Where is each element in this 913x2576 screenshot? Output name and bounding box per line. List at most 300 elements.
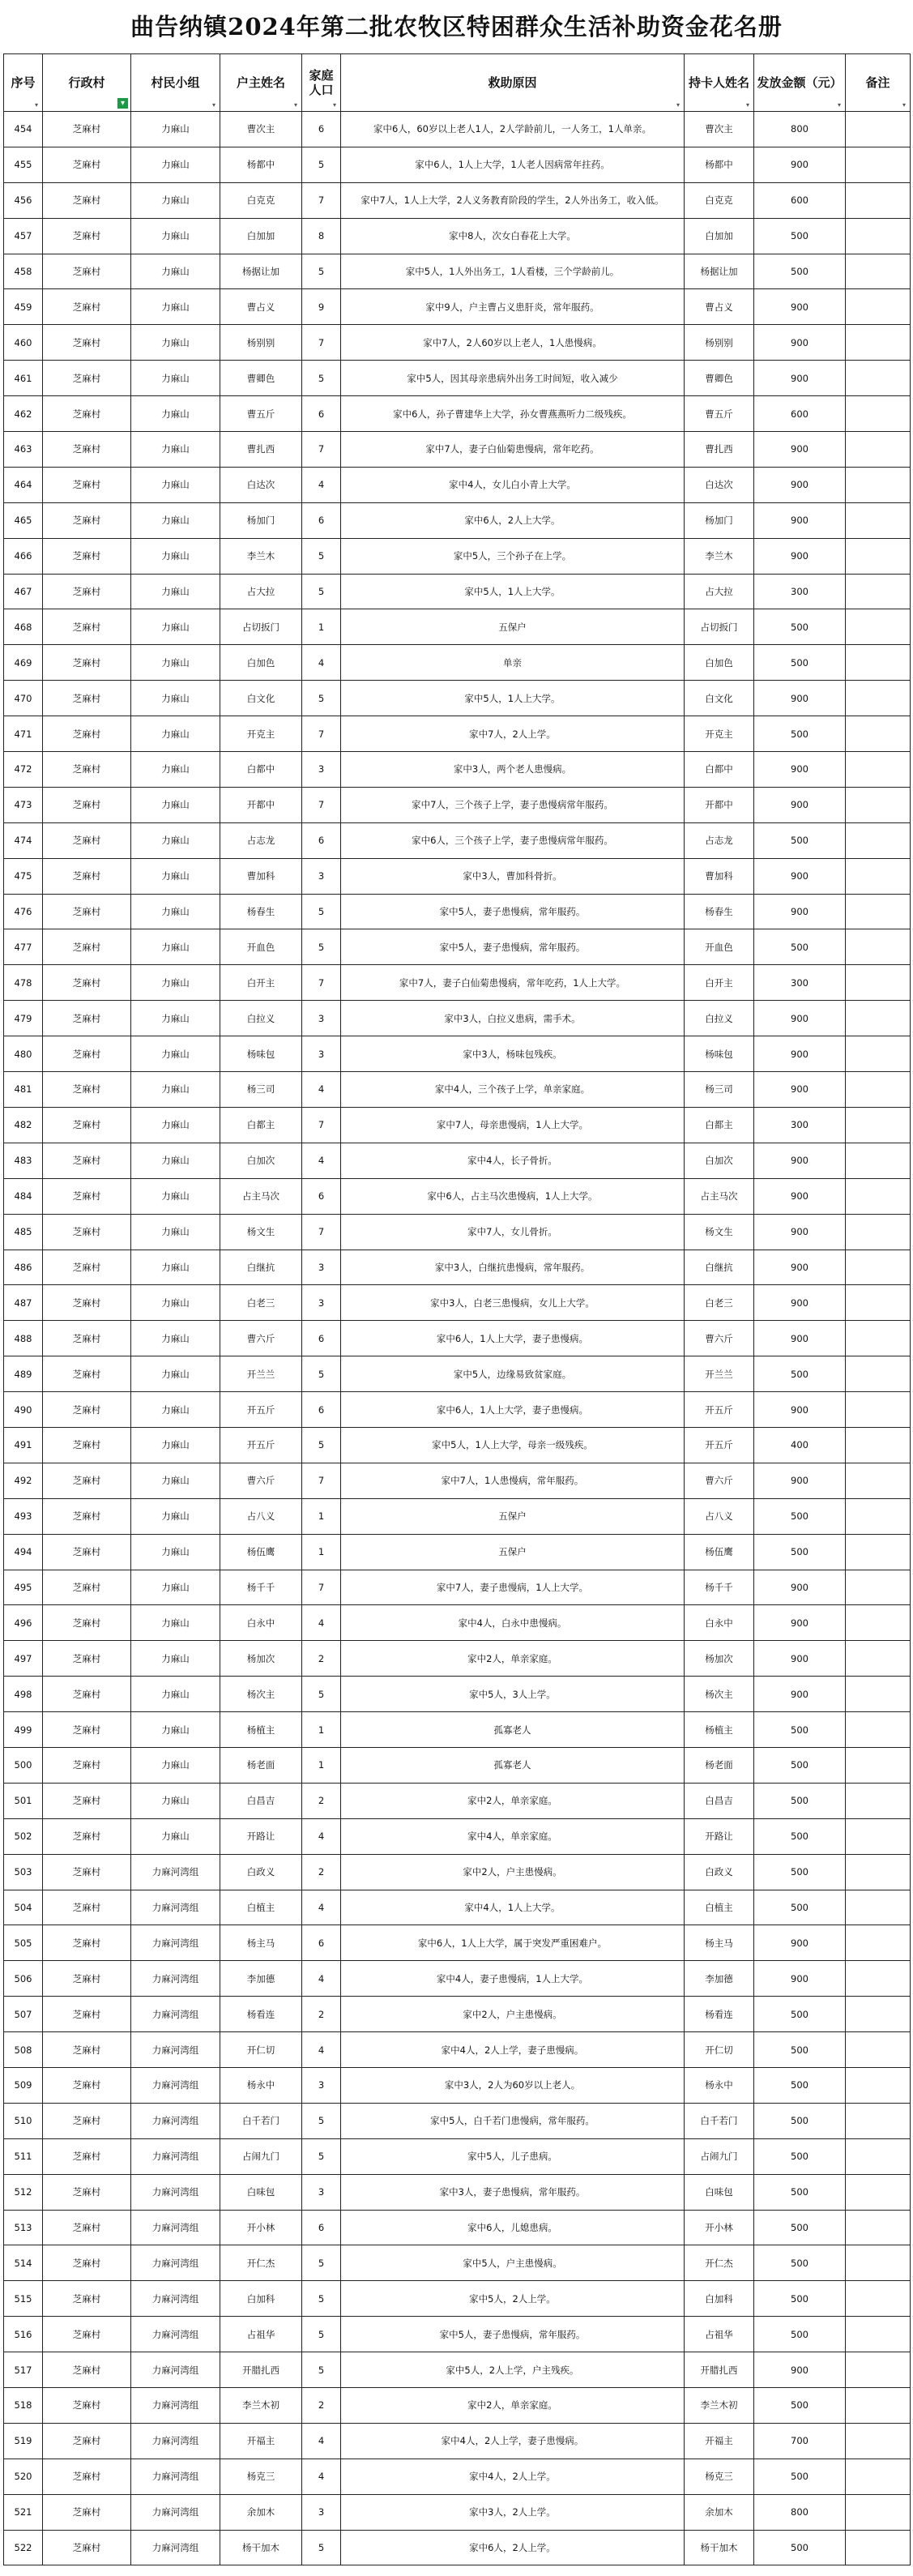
row-group[interactable]: 力麻山 (131, 752, 220, 788)
row-amount[interactable]: 500 (754, 2281, 846, 2317)
row-index[interactable]: 504 (4, 1890, 43, 1925)
row-household-size[interactable]: 5 (302, 574, 341, 609)
row-index[interactable]: 489 (4, 1356, 43, 1392)
row-reason[interactable]: 家中7人，妻子白仙菊患慢病，常年吃药，1人上大学。 (341, 965, 685, 1001)
row-reason[interactable]: 家中6人，三个孩子上学，妻子患慢病常年服药。 (341, 822, 685, 858)
row-cardholder[interactable]: 曹五斤 (685, 396, 754, 432)
row-householder[interactable]: 李兰木初 (220, 2388, 302, 2424)
row-group[interactable]: 力麻山 (131, 1250, 220, 1285)
row-household-size[interactable]: 3 (302, 2174, 341, 2210)
filter-dropdown-icon[interactable]: ▾ (211, 101, 215, 109)
row-householder[interactable]: 曹扎西 (220, 432, 302, 468)
row-group[interactable]: 力麻河湾组 (131, 2245, 220, 2281)
row-index[interactable]: 455 (4, 147, 43, 182)
row-household-size[interactable]: 7 (302, 716, 341, 752)
row-index[interactable]: 492 (4, 1463, 43, 1498)
row-village[interactable]: 芝麻村 (43, 645, 131, 681)
row-group[interactable]: 力麻山 (131, 894, 220, 929)
row-householder[interactable]: 杨别别 (220, 325, 302, 361)
row-household-size[interactable]: 3 (302, 1001, 341, 1036)
row-reason[interactable]: 家中7人，三个孩子上学，妻子患慢病常年服药。 (341, 787, 685, 822)
row-cardholder[interactable]: 白永中 (685, 1605, 754, 1641)
row-amount[interactable]: 500 (754, 2103, 846, 2138)
row-village[interactable]: 芝麻村 (43, 2281, 131, 2317)
row-amount[interactable]: 900 (754, 432, 846, 468)
header-index[interactable]: 序号 ▾ (4, 54, 43, 112)
row-household-size[interactable]: 3 (302, 1250, 341, 1285)
row-amount[interactable]: 500 (754, 822, 846, 858)
row-village[interactable]: 芝麻村 (43, 2530, 131, 2565)
row-group[interactable]: 力麻山 (131, 1534, 220, 1570)
row-householder[interactable]: 曹六斤 (220, 1321, 302, 1356)
row-cardholder[interactable]: 白加次 (685, 1143, 754, 1178)
row-group[interactable]: 力麻山 (131, 289, 220, 325)
row-group[interactable]: 力麻山 (131, 396, 220, 432)
row-remarks[interactable] (846, 1534, 911, 1570)
row-index[interactable]: 470 (4, 681, 43, 716)
row-remarks[interactable] (846, 1677, 911, 1712)
row-remarks[interactable] (846, 1392, 911, 1428)
row-reason[interactable]: 家中7人，母亲患慢病，1人上大学。 (341, 1107, 685, 1143)
row-remarks[interactable] (846, 2174, 911, 2210)
row-remarks[interactable] (846, 467, 911, 502)
row-reason[interactable]: 家中6人，孙子曹建华上大学，孙女曹燕燕听力二级残疾。 (341, 396, 685, 432)
row-group[interactable]: 力麻山 (131, 361, 220, 396)
header-amount[interactable]: 发放金额（元） ▾ (754, 54, 846, 112)
row-reason[interactable]: 家中4人，白永中患慢病。 (341, 1605, 685, 1641)
row-householder[interactable]: 李兰木 (220, 538, 302, 574)
row-reason[interactable]: 家中6人，1人上大学，妻子患慢病。 (341, 1392, 685, 1428)
row-amount[interactable]: 500 (754, 1890, 846, 1925)
row-group[interactable]: 力麻河湾组 (131, 1997, 220, 2032)
row-village[interactable]: 芝麻村 (43, 609, 131, 645)
row-reason[interactable]: 五保户 (341, 1498, 685, 1534)
row-village[interactable]: 芝麻村 (43, 218, 131, 254)
row-village[interactable]: 芝麻村 (43, 1783, 131, 1818)
row-amount[interactable]: 500 (754, 609, 846, 645)
row-amount[interactable]: 500 (754, 2138, 846, 2174)
row-village[interactable]: 芝麻村 (43, 1818, 131, 1854)
row-village[interactable]: 芝麻村 (43, 2138, 131, 2174)
row-householder[interactable]: 开五斤 (220, 1392, 302, 1428)
row-group[interactable]: 力麻山 (131, 1178, 220, 1214)
row-household-size[interactable]: 5 (302, 2138, 341, 2174)
row-cardholder[interactable]: 开兰兰 (685, 1356, 754, 1392)
row-amount[interactable]: 500 (754, 1747, 846, 1783)
row-amount[interactable]: 500 (754, 2530, 846, 2565)
row-householder[interactable]: 杨干加木 (220, 2530, 302, 2565)
row-householder[interactable]: 开小林 (220, 2210, 302, 2245)
filter-dropdown-icon[interactable]: ▾ (293, 101, 297, 109)
row-amount[interactable]: 900 (754, 1143, 846, 1178)
row-householder[interactable]: 开都中 (220, 787, 302, 822)
row-remarks[interactable] (846, 1997, 911, 2032)
row-remarks[interactable] (846, 1250, 911, 1285)
row-reason[interactable]: 家中6人，1人上大学，妻子患慢病。 (341, 1321, 685, 1356)
row-household-size[interactable]: 6 (302, 1925, 341, 1961)
row-household-size[interactable]: 1 (302, 1712, 341, 1748)
row-household-size[interactable]: 7 (302, 182, 341, 218)
row-householder[interactable]: 杨永中 (220, 2067, 302, 2103)
row-householder[interactable]: 白加加 (220, 218, 302, 254)
row-reason[interactable]: 家中5人，妻子患慢病，常年服药。 (341, 2317, 685, 2352)
row-remarks[interactable] (846, 1285, 911, 1321)
row-cardholder[interactable]: 杨看连 (685, 1997, 754, 2032)
row-village[interactable]: 芝麻村 (43, 1178, 131, 1214)
row-amount[interactable]: 500 (754, 2317, 846, 2352)
filter-dropdown-icon[interactable]: ▾ (902, 101, 906, 109)
row-household-size[interactable]: 5 (302, 1677, 341, 1712)
row-remarks[interactable] (846, 1570, 911, 1605)
row-householder[interactable]: 李加德 (220, 1961, 302, 1997)
row-reason[interactable]: 家中5人，1人上大学。 (341, 574, 685, 609)
row-reason[interactable]: 家中3人，2人上学。 (341, 2494, 685, 2530)
row-reason[interactable]: 家中5人，白千若门患慢病，常年服药。 (341, 2103, 685, 2138)
row-remarks[interactable] (846, 1036, 911, 1072)
row-group[interactable]: 力麻山 (131, 1285, 220, 1321)
row-remarks[interactable] (846, 894, 911, 929)
row-reason[interactable]: 家中5人，因其母亲患病外出务工时间短，收入减少 (341, 361, 685, 396)
row-group[interactable]: 力麻山 (131, 645, 220, 681)
row-village[interactable]: 芝麻村 (43, 1285, 131, 1321)
row-amount[interactable]: 900 (754, 1463, 846, 1498)
row-householder[interactable]: 杨春生 (220, 894, 302, 929)
row-householder[interactable]: 白达次 (220, 467, 302, 502)
row-household-size[interactable]: 2 (302, 2388, 341, 2424)
row-index[interactable]: 505 (4, 1925, 43, 1961)
row-household-size[interactable]: 5 (302, 147, 341, 182)
row-cardholder[interactable]: 白加加 (685, 218, 754, 254)
row-household-size[interactable]: 5 (302, 2530, 341, 2565)
row-household-size[interactable]: 5 (302, 894, 341, 929)
row-remarks[interactable] (846, 396, 911, 432)
row-cardholder[interactable]: 开路让 (685, 1818, 754, 1854)
row-amount[interactable]: 500 (754, 929, 846, 965)
row-household-size[interactable]: 7 (302, 1570, 341, 1605)
row-remarks[interactable] (846, 858, 911, 894)
row-remarks[interactable] (846, 787, 911, 822)
row-village[interactable]: 芝麻村 (43, 1072, 131, 1108)
row-householder[interactable]: 白开主 (220, 965, 302, 1001)
row-amount[interactable]: 500 (754, 2032, 846, 2068)
row-householder[interactable]: 杨伍鹰 (220, 1534, 302, 1570)
row-cardholder[interactable]: 占八义 (685, 1498, 754, 1534)
row-amount[interactable]: 500 (754, 1854, 846, 1890)
row-group[interactable]: 力麻山 (131, 1072, 220, 1108)
row-householder[interactable]: 杨据让加 (220, 254, 302, 289)
row-amount[interactable]: 900 (754, 502, 846, 538)
row-amount[interactable]: 900 (754, 147, 846, 182)
row-index[interactable]: 459 (4, 289, 43, 325)
row-householder[interactable]: 杨克三 (220, 2459, 302, 2494)
row-amount[interactable]: 500 (754, 2459, 846, 2494)
row-village[interactable]: 芝麻村 (43, 965, 131, 1001)
row-village[interactable]: 芝麻村 (43, 289, 131, 325)
row-reason[interactable]: 家中6人，2人上学。 (341, 2530, 685, 2565)
row-reason[interactable]: 家中3人，杨味包残疾。 (341, 1036, 685, 1072)
filter-dropdown-icon[interactable]: ▾ (676, 101, 680, 109)
row-reason[interactable]: 家中6人，占主马次患慢病，1人上大学。 (341, 1178, 685, 1214)
filter-dropdown-icon[interactable]: ▾ (837, 101, 841, 109)
row-householder[interactable]: 白加科 (220, 2281, 302, 2317)
row-remarks[interactable] (846, 1427, 911, 1463)
row-household-size[interactable]: 5 (302, 2245, 341, 2281)
row-village[interactable]: 芝麻村 (43, 1427, 131, 1463)
row-amount[interactable]: 900 (754, 538, 846, 574)
row-village[interactable]: 芝麻村 (43, 1712, 131, 1748)
row-village[interactable]: 芝麻村 (43, 929, 131, 965)
row-household-size[interactable]: 3 (302, 858, 341, 894)
row-household-size[interactable]: 5 (302, 929, 341, 965)
row-cardholder[interactable]: 占祖华 (685, 2317, 754, 2352)
row-index[interactable]: 509 (4, 2067, 43, 2103)
row-village[interactable]: 芝麻村 (43, 2245, 131, 2281)
row-index[interactable]: 456 (4, 182, 43, 218)
row-household-size[interactable]: 7 (302, 432, 341, 468)
row-reason[interactable]: 家中3人，白拉义患病，需手术。 (341, 1001, 685, 1036)
row-household-size[interactable]: 5 (302, 2281, 341, 2317)
row-householder[interactable]: 占八义 (220, 1498, 302, 1534)
row-cardholder[interactable]: 开五斤 (685, 1392, 754, 1428)
row-village[interactable]: 芝麻村 (43, 325, 131, 361)
row-cardholder[interactable]: 白味包 (685, 2174, 754, 2210)
row-index[interactable]: 516 (4, 2317, 43, 2352)
row-householder[interactable]: 曹六斤 (220, 1463, 302, 1498)
row-reason[interactable]: 家中7人，1人患慢病，常年服药。 (341, 1463, 685, 1498)
row-reason[interactable]: 家中5人，妻子患慢病，常年服药。 (341, 929, 685, 965)
row-amount[interactable]: 500 (754, 645, 846, 681)
row-cardholder[interactable]: 杨永中 (685, 2067, 754, 2103)
row-village[interactable]: 芝麻村 (43, 822, 131, 858)
row-cardholder[interactable]: 占主马次 (685, 1178, 754, 1214)
row-household-size[interactable]: 1 (302, 1498, 341, 1534)
row-cardholder[interactable]: 曹加科 (685, 858, 754, 894)
row-householder[interactable]: 占闹九门 (220, 2138, 302, 2174)
row-village[interactable]: 芝麻村 (43, 2423, 131, 2459)
row-householder[interactable]: 白老三 (220, 1285, 302, 1321)
row-remarks[interactable] (846, 1107, 911, 1143)
row-remarks[interactable] (846, 929, 911, 965)
row-remarks[interactable] (846, 965, 911, 1001)
row-householder[interactable]: 杨味包 (220, 1036, 302, 1072)
row-reason[interactable]: 家中3人，妻子患慢病，常年服药。 (341, 2174, 685, 2210)
row-remarks[interactable] (846, 1605, 911, 1641)
row-village[interactable]: 芝麻村 (43, 2210, 131, 2245)
row-group[interactable]: 力麻山 (131, 1747, 220, 1783)
row-index[interactable]: 490 (4, 1392, 43, 1428)
row-village[interactable]: 芝麻村 (43, 716, 131, 752)
row-index[interactable]: 496 (4, 1605, 43, 1641)
row-village[interactable]: 芝麻村 (43, 1143, 131, 1178)
row-household-size[interactable]: 5 (302, 361, 341, 396)
row-index[interactable]: 495 (4, 1570, 43, 1605)
row-householder[interactable]: 白味包 (220, 2174, 302, 2210)
row-reason[interactable]: 家中4人，2人上学，妻子患慢病。 (341, 2423, 685, 2459)
row-reason[interactable]: 家中6人，60岁以上老人1人，2人学龄前儿，一人务工，1人单亲。 (341, 112, 685, 147)
row-index[interactable]: 477 (4, 929, 43, 965)
row-reason[interactable]: 家中5人，1人外出务工，1人看楼，三个学龄前儿。 (341, 254, 685, 289)
row-index[interactable]: 493 (4, 1498, 43, 1534)
row-householder[interactable]: 占志龙 (220, 822, 302, 858)
row-group[interactable]: 力麻山 (131, 787, 220, 822)
row-village[interactable]: 芝麻村 (43, 2067, 131, 2103)
row-amount[interactable]: 900 (754, 1641, 846, 1677)
row-village[interactable]: 芝麻村 (43, 361, 131, 396)
row-householder[interactable]: 曹占义 (220, 289, 302, 325)
row-index[interactable]: 471 (4, 716, 43, 752)
row-reason[interactable]: 家中3人，曹加科骨折。 (341, 858, 685, 894)
row-remarks[interactable] (846, 2103, 911, 2138)
row-index[interactable]: 482 (4, 1107, 43, 1143)
row-reason[interactable]: 孤寡老人 (341, 1747, 685, 1783)
row-remarks[interactable] (846, 2032, 911, 2068)
active-filter-icon[interactable]: ▾ (117, 98, 128, 109)
row-index[interactable]: 494 (4, 1534, 43, 1570)
row-cardholder[interactable]: 杨植主 (685, 1712, 754, 1748)
row-index[interactable]: 485 (4, 1214, 43, 1250)
row-index[interactable]: 478 (4, 965, 43, 1001)
row-remarks[interactable] (846, 254, 911, 289)
row-household-size[interactable]: 5 (302, 2317, 341, 2352)
row-amount[interactable]: 400 (754, 1427, 846, 1463)
row-householder[interactable]: 开福主 (220, 2423, 302, 2459)
header-village[interactable]: 行政村 ▾ (43, 54, 131, 112)
row-householder[interactable]: 白文化 (220, 681, 302, 716)
row-household-size[interactable]: 6 (302, 2210, 341, 2245)
row-remarks[interactable] (846, 2317, 911, 2352)
row-household-size[interactable]: 1 (302, 1534, 341, 1570)
row-householder[interactable]: 白都中 (220, 752, 302, 788)
row-remarks[interactable] (846, 1818, 911, 1854)
row-remarks[interactable] (846, 2494, 911, 2530)
row-cardholder[interactable]: 杨加次 (685, 1641, 754, 1677)
row-group[interactable]: 力麻山 (131, 716, 220, 752)
row-cardholder[interactable]: 白都中 (685, 752, 754, 788)
row-amount[interactable]: 500 (754, 218, 846, 254)
row-index[interactable]: 454 (4, 112, 43, 147)
row-reason[interactable]: 家中4人，女儿白小青上大学。 (341, 467, 685, 502)
row-remarks[interactable] (846, 1463, 911, 1498)
row-reason[interactable]: 家中5人，3人上学。 (341, 1677, 685, 1712)
row-village[interactable]: 芝麻村 (43, 432, 131, 468)
row-group[interactable]: 力麻河湾组 (131, 2388, 220, 2424)
row-group[interactable]: 力麻山 (131, 1001, 220, 1036)
row-amount[interactable]: 500 (754, 716, 846, 752)
row-index[interactable]: 481 (4, 1072, 43, 1108)
row-reason[interactable]: 五保户 (341, 609, 685, 645)
row-reason[interactable]: 家中2人，单亲家庭。 (341, 2388, 685, 2424)
row-household-size[interactable]: 5 (302, 2103, 341, 2138)
row-village[interactable]: 芝麻村 (43, 1250, 131, 1285)
row-index[interactable]: 502 (4, 1818, 43, 1854)
row-group[interactable]: 力麻山 (131, 218, 220, 254)
row-reason[interactable]: 家中3人，2人为60岁以上老人。 (341, 2067, 685, 2103)
row-amount[interactable]: 500 (754, 2210, 846, 2245)
row-remarks[interactable] (846, 1641, 911, 1677)
row-householder[interactable]: 白千若门 (220, 2103, 302, 2138)
row-householder[interactable]: 白拉义 (220, 1001, 302, 1036)
row-group[interactable]: 力麻山 (131, 1392, 220, 1428)
row-reason[interactable]: 家中7人，2人上学。 (341, 716, 685, 752)
row-remarks[interactable] (846, 1498, 911, 1534)
row-remarks[interactable] (846, 2067, 911, 2103)
filter-dropdown-icon[interactable]: ▾ (34, 101, 38, 109)
row-remarks[interactable] (846, 2210, 911, 2245)
row-remarks[interactable] (846, 574, 911, 609)
row-amount[interactable]: 900 (754, 1178, 846, 1214)
row-village[interactable]: 芝麻村 (43, 2352, 131, 2388)
row-household-size[interactable]: 5 (302, 1427, 341, 1463)
row-cardholder[interactable]: 杨次主 (685, 1677, 754, 1712)
row-group[interactable]: 力麻河湾组 (131, 2494, 220, 2530)
row-householder[interactable]: 杨都中 (220, 147, 302, 182)
row-index[interactable]: 483 (4, 1143, 43, 1178)
row-remarks[interactable] (846, 325, 911, 361)
row-remarks[interactable] (846, 1001, 911, 1036)
row-reason[interactable]: 家中6人，1人上大学，1人老人因病常年拄药。 (341, 147, 685, 182)
row-reason[interactable]: 家中4人，2人上学，妻子患慢病。 (341, 2032, 685, 2068)
row-amount[interactable]: 900 (754, 1570, 846, 1605)
row-group[interactable]: 力麻河湾组 (131, 2281, 220, 2317)
row-householder[interactable]: 白植主 (220, 1890, 302, 1925)
row-household-size[interactable]: 4 (302, 1890, 341, 1925)
row-index[interactable]: 518 (4, 2388, 43, 2424)
row-village[interactable]: 芝麻村 (43, 1747, 131, 1783)
row-reason[interactable]: 家中4人，长子骨折。 (341, 1143, 685, 1178)
row-reason[interactable]: 家中3人，白老三患慢病，女儿上大学。 (341, 1285, 685, 1321)
row-household-size[interactable]: 7 (302, 1463, 341, 1498)
row-cardholder[interactable]: 杨干加木 (685, 2530, 754, 2565)
row-group[interactable]: 力麻山 (131, 1818, 220, 1854)
row-household-size[interactable]: 7 (302, 965, 341, 1001)
row-amount[interactable]: 900 (754, 1321, 846, 1356)
row-group[interactable]: 力麻山 (131, 502, 220, 538)
row-reason[interactable]: 家中5人，三个孙子在上学。 (341, 538, 685, 574)
row-amount[interactable]: 800 (754, 2494, 846, 2530)
row-index[interactable]: 508 (4, 2032, 43, 2068)
row-amount[interactable]: 900 (754, 1285, 846, 1321)
row-cardholder[interactable]: 白政义 (685, 1854, 754, 1890)
row-householder[interactable]: 占大拉 (220, 574, 302, 609)
row-householder[interactable]: 开血色 (220, 929, 302, 965)
row-group[interactable]: 力麻山 (131, 147, 220, 182)
row-index[interactable]: 463 (4, 432, 43, 468)
row-householder[interactable]: 杨主马 (220, 1925, 302, 1961)
row-index[interactable]: 506 (4, 1961, 43, 1997)
row-index[interactable]: 458 (4, 254, 43, 289)
row-householder[interactable]: 杨看连 (220, 1997, 302, 2032)
row-reason[interactable]: 家中2人，户主患慢病。 (341, 1997, 685, 2032)
row-household-size[interactable]: 4 (302, 2423, 341, 2459)
row-household-size[interactable]: 4 (302, 1961, 341, 1997)
row-householder[interactable]: 白都主 (220, 1107, 302, 1143)
row-amount[interactable]: 900 (754, 467, 846, 502)
row-reason[interactable]: 家中5人，2人上学，户主残疾。 (341, 2352, 685, 2388)
row-cardholder[interactable]: 曹次主 (685, 112, 754, 147)
row-amount[interactable]: 500 (754, 1712, 846, 1748)
row-household-size[interactable]: 6 (302, 1178, 341, 1214)
row-amount[interactable]: 900 (754, 1392, 846, 1428)
row-group[interactable]: 力麻山 (131, 1463, 220, 1498)
row-reason[interactable]: 家中5人，妻子患慢病，常年服药。 (341, 894, 685, 929)
filter-dropdown-icon[interactable]: ▾ (745, 101, 749, 109)
row-householder[interactable]: 白加色 (220, 645, 302, 681)
row-remarks[interactable] (846, 1072, 911, 1108)
row-cardholder[interactable]: 杨据让加 (685, 254, 754, 289)
row-household-size[interactable]: 5 (302, 254, 341, 289)
row-amount[interactable]: 500 (754, 2067, 846, 2103)
row-group[interactable]: 力麻山 (131, 1321, 220, 1356)
